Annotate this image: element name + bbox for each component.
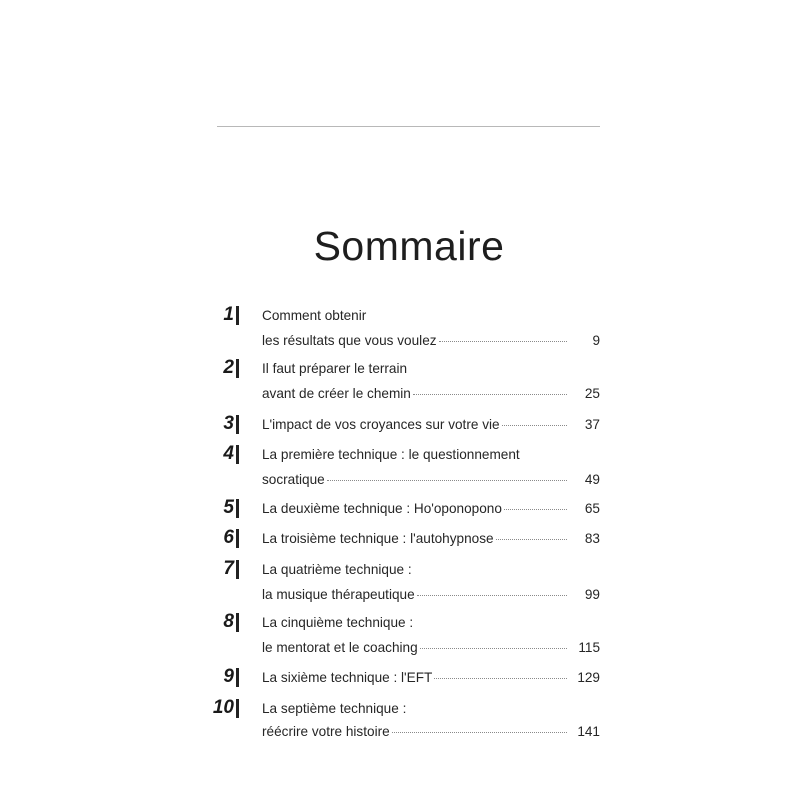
- chapter-number: 8: [223, 611, 234, 632]
- chapter-title-line-1: La première technique : le questionnement: [262, 447, 520, 462]
- page-number: 49: [584, 472, 600, 487]
- chapter-title-line-1: Il faut préparer le terrain: [262, 361, 408, 376]
- chapter-bar: [236, 499, 239, 518]
- page-number: 37: [584, 417, 600, 432]
- page-number: 99: [584, 587, 600, 602]
- chapter-bar: [236, 560, 239, 579]
- chapter-number: 10: [212, 697, 234, 718]
- chapter-title-line-1: La troisième technique : l'autohypnose: [262, 531, 494, 546]
- chapter-title-line-1: La quatrième technique :: [262, 562, 412, 577]
- dot-leader: [327, 480, 567, 481]
- page-number: 65: [584, 501, 600, 516]
- chapter-number: 6: [223, 527, 234, 548]
- chapter-title-line-1-row: [262, 669, 567, 687]
- dot-leader: [392, 732, 567, 733]
- chapter-title-line-2-row: [262, 639, 567, 657]
- chapter-title-line-1-row: [262, 530, 567, 548]
- dot-leader: [502, 425, 567, 426]
- chapter-title-line-2: réécrire votre histoire: [262, 724, 390, 739]
- dot-leader: [496, 539, 567, 540]
- page-number: 9: [592, 333, 600, 348]
- chapter-title-line-1-row: [262, 416, 567, 434]
- chapter-title-line-2-row: [262, 723, 567, 741]
- dot-leader: [439, 341, 567, 342]
- chapter-title-line-1-row: [262, 500, 567, 518]
- chapter-title-line-1: L'impact de vos croyances sur votre vie: [262, 417, 500, 432]
- chapter-number: 2: [223, 357, 234, 378]
- chapter-number: 5: [223, 497, 234, 518]
- chapter-title-line-2-row: [262, 332, 567, 350]
- chapter-title-line-2: les résultats que vous voulez: [262, 333, 437, 348]
- chapter-bar: [236, 699, 239, 718]
- page-number: 83: [584, 531, 600, 546]
- chapter-title-line-1: La cinquième technique :: [262, 615, 414, 630]
- chapter-number: 9: [223, 666, 234, 687]
- dot-leader: [434, 678, 567, 679]
- chapter-title-line-2-row: [262, 385, 567, 403]
- chapter-title-line-2-row: [262, 471, 567, 489]
- dot-leader: [420, 648, 567, 649]
- chapter-title-line-2: la musique thérapeutique: [262, 587, 415, 602]
- chapter-title-line-1: La deuxième technique : Ho'oponopono: [262, 501, 502, 516]
- chapter-title-line-2: le mentorat et le coaching: [262, 640, 418, 655]
- dot-leader: [413, 394, 567, 395]
- chapter-bar: [236, 359, 239, 378]
- chapter-bar: [236, 445, 239, 464]
- chapter-title-line-2: socratique: [262, 472, 325, 487]
- chapter-number: 1: [223, 304, 234, 325]
- page-title: Sommaire: [313, 223, 505, 270]
- chapter-bar: [236, 306, 239, 325]
- chapter-number: 7: [223, 558, 234, 579]
- chapter-number: 3: [223, 413, 234, 434]
- dot-leader: [417, 595, 567, 596]
- chapter-title-line-1: La sixième technique : l'EFT: [262, 670, 433, 685]
- chapter-bar: [236, 613, 239, 632]
- page-number: 115: [578, 640, 600, 655]
- page-number: 25: [584, 386, 600, 401]
- chapter-bar: [236, 415, 239, 434]
- page-number: 141: [577, 724, 600, 739]
- chapter-number: 4: [223, 443, 234, 464]
- chapter-bar: [236, 668, 239, 687]
- chapter-title-line-1: La septième technique :: [262, 701, 407, 716]
- chapter-bar: [236, 529, 239, 548]
- chapter-title-line-1: Comment obtenir: [262, 308, 367, 323]
- chapter-title-line-2-row: [262, 586, 567, 604]
- chapter-title-line-2: avant de créer le chemin: [262, 386, 411, 401]
- dot-leader: [504, 509, 567, 510]
- page-number: 129: [577, 670, 600, 685]
